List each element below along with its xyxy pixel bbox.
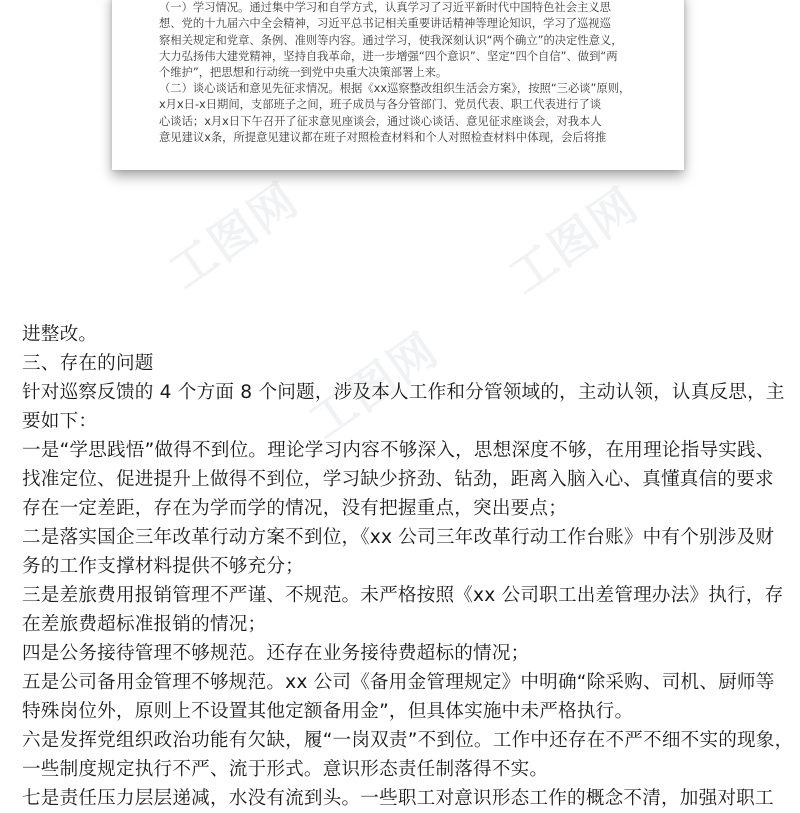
body-line: 存在一定差距，存在为学而学的情况，没有把握重点，突出要点； — [22, 494, 782, 523]
body-line: 要如下： — [22, 407, 782, 436]
document-body — [22, 320, 782, 813]
preview-line: 意见建议x条，所提意见建议都在班子对照检查材料和个人对照检查材料中体现，会后将推 — [159, 130, 659, 146]
preview-line: （一）学习情况。通过集中学习和自学方式，认真学习了习近平新时代中国特色社会主义思 — [159, 0, 659, 16]
preview-line: 个维护”，把思想和行动统一到党中央重大决策部署上来。 — [159, 65, 659, 81]
body-line: 一些制度规定执行不严、流于形式。意识形态责任制落得不实。 — [22, 755, 782, 784]
preview-line: 大力弘扬伟大建党精神，坚持自我革命，进一步增强“四个意识”、坚定“四个自信”、做到“两 — [159, 49, 659, 65]
body-line: 一是“学思践悟”做得不到位。理论学习内容不够深入，思想深度不够，在用理论指导实践、 — [22, 436, 782, 465]
body-line: 务的工作支撑材料提供不够充分； — [22, 552, 782, 581]
body-line: 三是差旅费用报销管理不严谨、不规范。未严格按照《xx 公司职工出差管理办法》执行，存 — [22, 581, 782, 610]
document-preview-card — [112, 0, 684, 170]
document-preview-area — [0, 0, 800, 305]
watermark-logo: 工图网 — [294, 315, 450, 452]
body-line: 在差旅费超标准报销的情况； — [22, 610, 782, 639]
body-line: 特殊岗位外，原则上不设置其他定额备用金”，但具体实施中未严格执行。 — [22, 697, 782, 726]
section-heading: 三、存在的问题 — [22, 349, 782, 378]
body-line: 五是公司备用金管理不够规范。xx 公司《备用金管理规定》中明确“除采购、司机、厨师等 — [22, 668, 782, 697]
preview-line: 想、党的十九届六中全会精神，习近平总书记相关重要讲话精神等理论知识，学习了巡视巡 — [159, 16, 659, 32]
body-line: 找准定位、促进提升上做得不到位，学习缺少挤劲、钻劲，距离入脑入心、真懂真信的要求 — [22, 465, 782, 494]
preview-line: （二）谈心谈话和意见先征求情况。根据《xx巡察整改组织生活会方案》，按照“三必谈”原则， — [159, 81, 659, 97]
preview-line: 察相关规定和党章、条例、准则等内容。通过学习，使我深刻认识“两个确立”的决定性意义， — [159, 33, 659, 49]
body-line: 六是发挥党组织政治功能有欠缺，履“一岗双责”不到位。工作中还存在不严不细不实的现象， — [22, 726, 782, 755]
body-line: 七是责任压力层层递减，水没有流到头。一些职工对意识形态工作的概念不清，加强对职工 — [22, 784, 782, 813]
body-line: 二是落实国企三年改革行动方案不到位，《xx 公司三年改革行动工作台账》中有个别涉及财 — [22, 523, 782, 552]
body-line: 进整改。 — [22, 320, 782, 349]
body-line: 四是公务接待管理不够规范。还存在业务接待费超标的情况； — [22, 639, 782, 668]
body-line: 针对巡察反馈的 4 个方面 8 个问题，涉及本人工作和分管领域的，主动认领，认真反思，主 — [22, 378, 782, 407]
watermark-logo: 工图网 — [494, 170, 650, 307]
preview-line: 心谈话；x月x日下午召开了征求意见座谈会，通过谈心谈话、意见征求座谈会，对我本人 — [159, 114, 659, 130]
preview-line: x月x日-x日期间，支部班子之间，班子成员与各分管部门、党员代表、职工代表进行了谈 — [159, 97, 659, 113]
document-preview-text — [159, 0, 659, 146]
watermark-logo: 工图网 — [154, 165, 310, 302]
